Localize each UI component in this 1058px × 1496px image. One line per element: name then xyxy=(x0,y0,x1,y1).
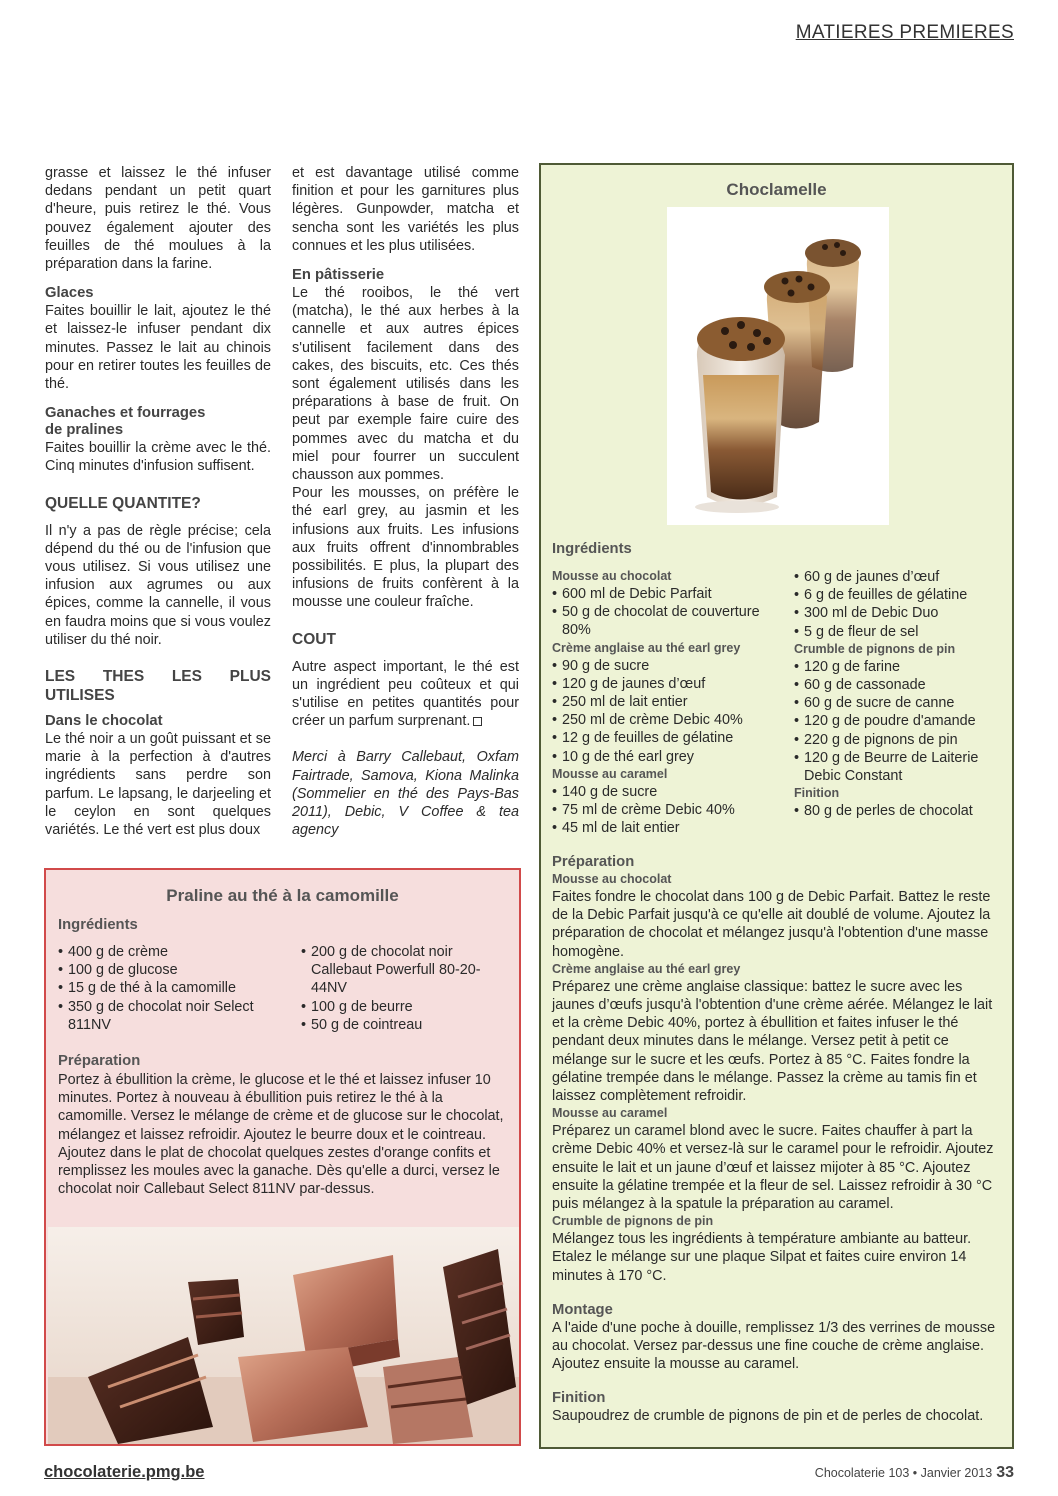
list-item: • 140 g de sucre xyxy=(552,783,782,801)
ingredients-list-right xyxy=(794,568,1009,820)
paragraph: Faites bouillir la crème avec le thé. Cinq minutes d'infusion suffisent. xyxy=(45,440,271,475)
issue-info xyxy=(815,1464,1014,1482)
ingredients-list-left xyxy=(552,568,782,837)
list-item: • 50 g de chocolat de couverture 80% xyxy=(552,603,782,639)
list-item: • 250 ml de crème Debic 40% xyxy=(552,711,782,729)
subheading-ganaches: Ganaches et fourrages xyxy=(45,405,206,422)
list-item: • 400 g de crème xyxy=(58,943,288,961)
list-item: • 600 ml de Debic Parfait xyxy=(552,585,782,603)
preparation-section xyxy=(552,853,1004,1426)
step-head: Crumble de pignons de pin xyxy=(552,1214,714,1229)
list-item: • 15 g de thé à la camomille xyxy=(58,979,288,997)
dessert-photo xyxy=(667,207,889,525)
paragraph: Il n'y a pas de règle précise; cela dépend du thé ou de l'infusion que vous utilisez. Si vous utilisez une infusion aux agrumes ou aux épices, comme la cannelle, il vous en faudra moins que si vous voulez utiliser du thé noir. xyxy=(45,522,271,648)
section-label: MATIERES PREMIERES xyxy=(795,22,1014,43)
website-link[interactable]: chocolaterie.pmg.be xyxy=(44,1463,205,1481)
ingredients-list-right xyxy=(301,943,481,1034)
list-item: • 300 ml de Debic Duo xyxy=(794,604,1009,622)
paragraph: grasse et laissez le thé infuser dedans pendant un petit quart d'heure, puis retirez le thé. Vous pouvez également ajouter des feuilles de thé moulues à la préparation dans la farine. xyxy=(45,165,271,273)
list-item: • 45 ml de lait entier xyxy=(552,819,782,837)
list-item: • 6 g de feuilles de gélatine xyxy=(794,586,1009,604)
subheading-glaces: Glaces xyxy=(45,285,94,302)
ingredient-list xyxy=(794,658,1009,785)
end-square-icon xyxy=(473,717,482,726)
list-item: • 200 g de chocolat noir Callebaut Powerfull 80-20-44NV xyxy=(301,943,481,998)
ingredient-group-head: Mousse au caramel xyxy=(552,766,668,781)
heading-quantite: QUELLE QUANTITE? xyxy=(45,494,201,512)
cout-text: Autre aspect important, le thé est un ingrédient peu coûteux et qui s'utilise en petites quantités pour créer un parfum surprenant. xyxy=(292,658,519,730)
list-item: • 60 g de jaunes d’œuf xyxy=(794,568,1009,586)
recipe-box-praline xyxy=(44,868,521,1446)
step-text: Préparez une crème anglaise classique: battez le sucre avec les jaunes d’œufs jusqu'à l'obtention d'une crème aérée. Mélangez le lait et la crème Debic 40%, portez à ébullition et faites infuser le thé pendant deux minutes dans le mélange. Versez petit à petit ce mélange sur le sucre et les œufs. Portez à 85 °C. Faites fondre la gélatine trempée dans le mélange. Passez la crème au tamis fin et laissez complètement refroidir. xyxy=(552,978,993,1105)
finition-text: Saupoudrez de crumble de pignons de pin et de perles de chocolat. xyxy=(552,1408,984,1425)
issue-label: Chocolaterie 103 • Janvier 2013 xyxy=(814,1466,993,1480)
paragraph: Faites bouillir le lait, ajoutez le thé et laissez-le infuser pendant dix minutes. Passez le lait au chinois pour en retirer toutes les feuilles de thé. xyxy=(45,303,271,393)
list-item: • 10 g de thé earl grey xyxy=(552,748,782,766)
ingredient-list xyxy=(794,568,1009,641)
list-item: • 80 g de perles de chocolat xyxy=(794,802,1009,820)
paragraph xyxy=(292,658,519,731)
ingredient-group-head: Mousse au chocolat xyxy=(552,569,672,583)
list-item: • 90 g de sucre xyxy=(552,657,782,675)
paragraph: Pour les mousses, on préfère le thé earl grey, au jasmin et les infusions aux fruits. Les infusions aux fruits offrent d'innombrables possibilités. E plus, la plupart des infusions de fruits confèrent à la mousse une couleur fraîche. xyxy=(292,485,519,611)
list-item: • 350 g de chocolat noir Select 811NV xyxy=(58,998,288,1034)
preparation-label: Préparation xyxy=(552,854,635,870)
heading-thes: LES THES LES PLUS UTILISES xyxy=(45,668,271,705)
preparation-label: Préparation xyxy=(58,1053,141,1069)
step-head: Mousse au chocolat xyxy=(552,872,672,886)
list-item: • 60 g de cassonade xyxy=(794,676,1009,694)
text-column-1 xyxy=(45,164,271,839)
ingredient-group-head: Crème anglaise au thé earl grey xyxy=(552,640,741,655)
paragraph: et est davantage utilisé comme finition et pour les garnitures plus légères. Gunpowder, matcha et sencha sont les variétés les plus connues et les plus utilisées. xyxy=(292,165,519,254)
ingredient-list xyxy=(552,657,782,766)
step-text: Mélangez tous les ingrédients à température ambiante au batteur. Etalez le mélange sur une plaque Silpat et faites cuire environ 14 minutes à 170 °C. xyxy=(552,1231,972,1284)
ingredient-list xyxy=(552,783,782,838)
verrines-image xyxy=(667,207,889,525)
list-item: • 100 g de glucose xyxy=(58,961,288,979)
finition-label: Finition xyxy=(552,1390,606,1407)
ingredient-list xyxy=(794,802,1009,820)
list-item: • 120 g de Beurre de Laiterie Debic Constant xyxy=(794,749,1009,785)
paragraph: Le thé rooibos, le thé vert (matcha), le thé aux herbes à la cannelle et aux autres épices s'utilisent facilement dans des cakes, des biscuits, etc. Ces thés sont également utilisés dans les préparations à base de fruit. On peut par exemple faire cuire des pommes avec du matcha et du miel pour fourrer un succulent chausson aux pommes. xyxy=(292,285,519,484)
ingredients-list-left xyxy=(58,943,288,1034)
list-item: • 50 g de cointreau xyxy=(301,1016,481,1034)
list-item: • 5 g de fleur de sel xyxy=(794,623,1009,641)
subheading-chocolat: Dans le chocolat xyxy=(45,713,163,730)
list-item: • 220 g de pignons de pin xyxy=(794,731,1009,749)
ingredients-label: Ingrédients xyxy=(58,917,138,933)
text-column-2 xyxy=(292,164,519,840)
step-text: Préparez un caramel blond avec le sucre. Faites chauffer à part la crème Debic 40% et versez-là sur le caramel pour le refroidir. Ajoutez ensuite le lait et un jaune d’œuf et laissez mijoter à 85 °C. Ajoutez ensuite la gélatine trempée et la fleur de sel. Laissez refroidir à 30 °C puis mélangez à la spatule la préparation au caramel. xyxy=(552,1123,994,1213)
pralines-photo xyxy=(48,1227,519,1444)
ingredient-group-head: Finition xyxy=(794,786,840,801)
list-item: • 60 g de sucre de canne xyxy=(794,694,1009,712)
recipe-title: Praline au thé à la camomille xyxy=(166,886,399,905)
heading-cout: COUT xyxy=(292,630,336,648)
montage-label: Montage xyxy=(552,1301,613,1318)
step-text: Faites fondre le chocolat dans 100 g de Debic Parfait. Battez le reste de la Debic Parfait jusqu'à ce qu'elle ait doublé de volume. Ajoutez la préparation de chocolat et mélangez jusqu'à l'obtention d'une masse homogène. xyxy=(552,889,991,960)
list-item: • 250 ml de lait entier xyxy=(552,693,782,711)
list-item: • 12 g de feuilles de gélatine xyxy=(552,729,782,747)
page-number: 33 xyxy=(996,1464,1014,1481)
recipe-title: Choclamelle xyxy=(726,180,827,199)
recipe-box-choclamelle xyxy=(539,163,1014,1449)
paragraph: Le thé noir a un goût puissant et se marie à la perfection à d'autres ingrédients sans perdre son parfum. Le lapsang, le darjeeling et le ceylon en sont quelques variétés. Le thé vert est plus doux xyxy=(45,731,271,839)
montage-text: A l'aide d'une poche à douille, remplissez 1/3 des verrines de mousse au chocolat. Versez par-dessus une fine couche de crème anglaise. Ajoutez ensuite la mousse au caramel. xyxy=(552,1319,996,1373)
credits: Merci à Barry Callebaut, Oxfam Fairtrade, Samova, Kiona Malinka (Sommelier en thé des Pays-Bas 2011), Debic, V Coffee & tea agency xyxy=(292,749,519,839)
subheading-ganaches-2: de pralines xyxy=(45,422,124,439)
list-item: • 120 g de farine xyxy=(794,658,1009,676)
list-item: • 100 g de beurre xyxy=(301,998,481,1016)
step-head: Crème anglaise au thé earl grey xyxy=(552,961,741,976)
preparation-steps xyxy=(552,871,1004,1285)
preparation-text: Portez à ébullition la crème, le glucose et le thé et laissez infuser 10 minutes. Portez à nouveau à ébullition puis retirez le thé à la camomille. Versez le mélange de crème et de glucose sur le chocolat, mélangez et laissez refroidir. Ajoutez le beurre doux et le cointreau. Ajoutez dans le plat de chocolat quelques zestes d'orange confits et remplissez les moules avec la ganache. Dès qu'elle a durci, versez le chocolat noir Callebaut Select 811NV par-dessus. xyxy=(58,1072,504,1198)
list-item: • 120 g de poudre d'amande xyxy=(794,712,1009,730)
list-item: • 120 g de jaunes d’œuf xyxy=(552,675,782,693)
list-item: • 75 ml de crème Debic 40% xyxy=(552,801,782,819)
subheading-patisserie: En pâtisserie xyxy=(292,267,385,284)
ingredient-list xyxy=(552,585,782,640)
ingredients-label: Ingrédients xyxy=(552,541,632,557)
pralines-image xyxy=(48,1227,519,1444)
ingredient-group-head: Crumble de pignons de pin xyxy=(794,641,956,656)
step-head: Mousse au caramel xyxy=(552,1106,668,1121)
